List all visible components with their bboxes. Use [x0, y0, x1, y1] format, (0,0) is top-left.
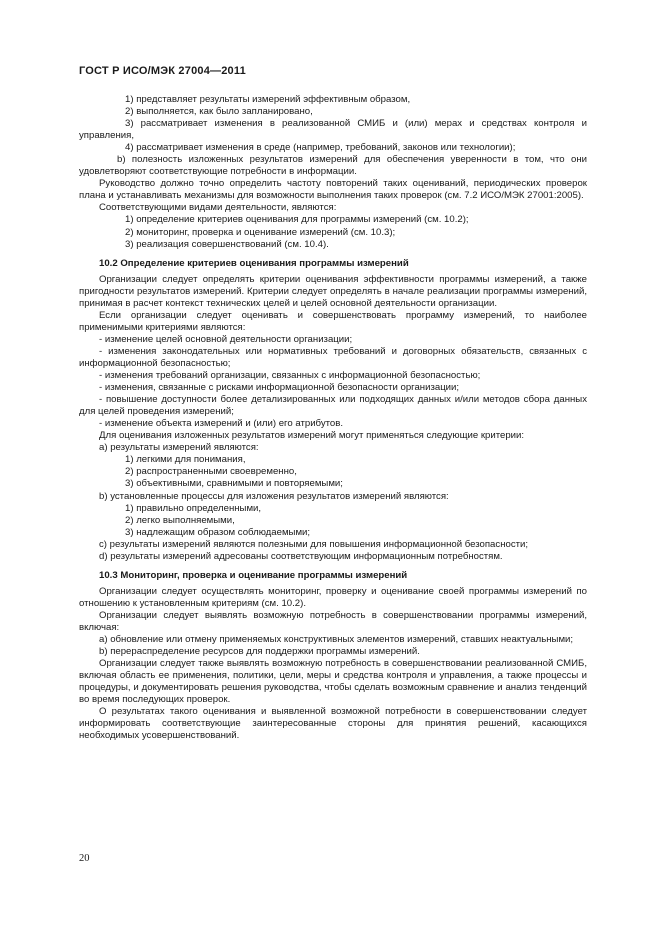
paragraph: 3) рассматривает изменения в реализованной СМИБ и (или) мерах и средствах контроля и управления, [79, 118, 587, 142]
paragraph: 3) надлежащим образом соблюдаемыми; [125, 526, 311, 538]
paragraph: b) полезность изложенных результатов измерений для обеспечения уверенности в том, что они удовлетворяют соответствующие потребности в информации. [79, 154, 587, 178]
paragraph: 2) распространенными своевременно, [125, 466, 297, 478]
paragraph: 2) легко выполняемыми, [125, 514, 235, 526]
paragraph: О результатах такого оценивания и выявленной возможной потребности в совершенствовании следует информировать соответствующие заинтересованные стороны для принятия решений, касающихся необходимых усовершенствований. [79, 706, 587, 742]
paragraph: 3) реализация совершенствований (см. 10.4). [125, 238, 329, 250]
paragraph: c) результаты измерений являются полезными для повышения информационной безопасности; [99, 538, 529, 550]
paragraph: - изменения, связанные с рисками информационной безопасности организации; [99, 382, 460, 394]
paragraph: 4) рассматривает изменения в среде (например, требований, законов или технологии); [125, 142, 516, 154]
paragraph: - изменение объекта измерений и (или) его атрибутов. [99, 418, 344, 430]
paragraph: d) результаты измерений адресованы соответствующим информационным потребностям. [99, 550, 503, 562]
paragraph: Для оценивания изложенных результатов измерений могут применяться следующие критерии: [99, 430, 525, 442]
paragraph: Организации следует также выявлять возможную потребность в совершенствовании реализованной СМИБ, включая область ее применения, политики, цели, меры и средства контроля и управления, а также процессы и процедуры, и документировать решения руководства, чтобы сделать возможным сравнение и анализ тенденций во время последующих проверок. [79, 658, 587, 706]
paragraph: Организации следует определять критерии оценивания эффективности программы измерений, а также пригодности результатов измерений. Критерии следует определять в начале реализации программы измерений, принимая в расчет контекст технических целей и целей основной деятельности организации. [79, 273, 587, 309]
paragraph: b) установленные процессы для изложения результатов измерений являются: [99, 490, 449, 502]
paragraph: - повышение доступности более детализированных или подходящих данных и/или методов сбора данных для целей проведения измерений; [79, 394, 587, 418]
paragraph: Соответствующими видами деятельности, являются: [99, 202, 337, 214]
paragraph: 1) правильно определенными, [125, 502, 262, 514]
paragraph: b) перераспределение ресурсов для поддержки программы измерений. [99, 646, 420, 658]
section-heading: 10.3 Мониторинг, проверка и оценивание программы измерений [99, 569, 408, 581]
paragraph: Руководство должно точно определить частоту повторений таких оцениваний, периодических проверок плана и устанавливать механизмы для возможности выполнения таких проверок (см. 7.2 ИСО/МЭК 27001:2005). [79, 178, 587, 202]
paragraph: a) результаты измерений являются: [99, 442, 259, 454]
section-heading: 10.2 Определение критериев оценивания программы измерений [99, 257, 409, 269]
page-number: 20 [79, 853, 90, 864]
paragraph: 1) легкими для понимания, [125, 454, 246, 466]
paragraph: - изменения требований организации, связанных с информационной безопасностью; [99, 370, 481, 382]
document-body [79, 94, 587, 742]
paragraph: 1) представляет результаты измерений эффективным образом, [125, 94, 411, 105]
paragraph: - изменение целей основной деятельности организации; [99, 333, 353, 345]
paragraph: Если организации следует оценивать и совершенствовать программу измерений, то наиболее применимыми критериями являются: [79, 309, 587, 333]
paragraph: Организации следует осуществлять мониторинг, проверку и оценивание своей программы измерений по отношению к установленным критериям (см. 10.2). [79, 585, 587, 609]
paragraph: 3) объективными, сравнимыми и повторяемыми; [125, 478, 343, 490]
paragraph: Организации следует выявлять возможную потребность в совершенствовании программы измерений, включая: [79, 609, 587, 633]
paragraph: 1) определение критериев оценивания для программы измерений (см. 10.2); [125, 214, 469, 226]
paragraph: - изменения законодательных или нормативных требований и договорных обязательств, связанных с информационной безопасностью; [79, 345, 587, 369]
paragraph: 2) мониторинг, проверка и оценивание измерений (см. 10.3); [125, 226, 396, 238]
paragraph: 2) выполняется, как было запланировано, [125, 106, 313, 118]
document-header: ГОСТ Р ИСО/МЭК 27004—2011 [79, 65, 246, 77]
paragraph: a) обновление или отмену применяемых конструктивных элементов измерений, ставших неактуальными; [99, 634, 574, 646]
